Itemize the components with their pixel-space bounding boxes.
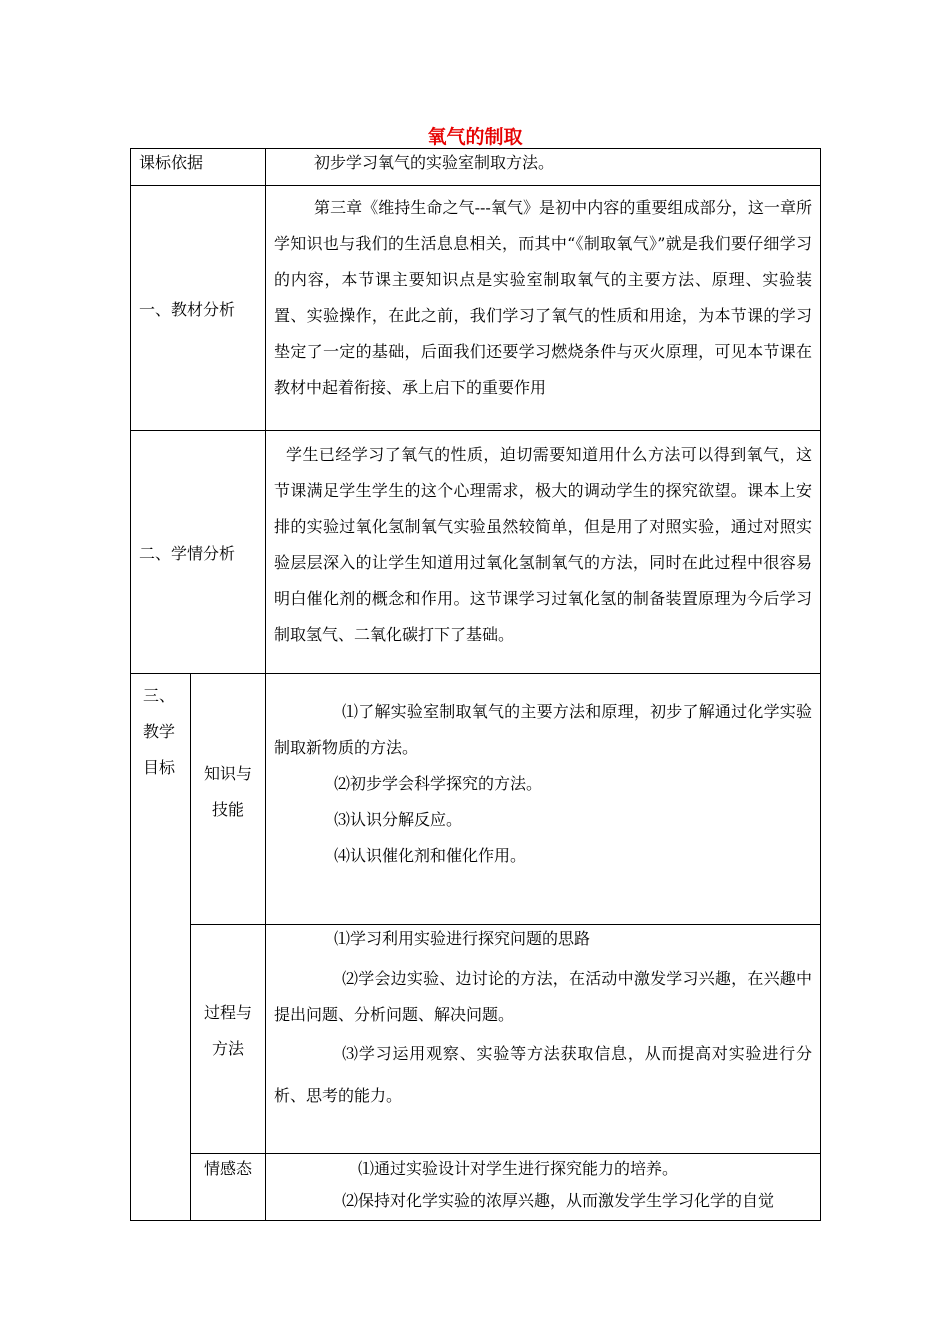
textbook-label-cell [131,186,266,431]
attitude-label-cell [191,1154,266,1221]
process-label-line2: 方法 [212,1039,245,1058]
process-item-2: ⑵学会边实验、边讨论的方法，在活动中激发学习兴趣，在兴趣中提出问题、分析问题、解决问题。 [274,969,813,1024]
goals-label-line1: 三、 [143,686,176,705]
table-row-basis [131,149,821,186]
table-row-textbook [131,186,821,431]
goals-label-line3: 目标 [143,758,176,777]
textbook-text: 第三章《维持生命之气---氧气》是初中内容的重要组成部分，这一章所学知识也与我们的生活息息相关，而其中“《制取氧气》”就是我们要仔细学习的内容，本节课主要知识点是实验室制取氧气的主要方法、原理、实验装置、实验操作，在此之前，我们学习了氧气的性质和用途，为本节课的学习垫定了一定的基础，后面我们还要学习燃烧条件与灭火原理，可见本节课在教材中起着衔接、承上启下的重要作用 [274,198,813,397]
knowledge-label-line1: 知识与 [204,764,253,783]
table-row-knowledge [131,674,821,925]
knowledge-item-3: ⑶认识分解反应。 [334,810,463,829]
table-row-process [131,925,821,1154]
knowledge-item-2: ⑵初步学会科学探究的方法。 [334,774,543,793]
knowledge-item-1: ⑴了解实验室制取氧气的主要方法和原理，初步了解通过化学实验制取新物质的方法。 [274,702,813,757]
knowledge-content-cell [266,674,821,925]
process-label-cell [191,925,266,1154]
textbook-content-cell [266,186,821,431]
students-text: 学生已经学习了氧气的性质，迫切需要知道用什么方法可以得到氧气，这节课满足学生学生的这个心理需求，极大的调动学生的探究欲望。课本上安排的实验过氧化氢制氧气实验虽然较简单，但是用了对照实验，通过对照实验层层深入的让学生知道用过氧化氢制氧气的方法，同时在此过程中很容易明白催化剂的概念和作用。这节课学习过氧化氢的制备装置原理为今后学习制取氢气、二氧化碳打下了基础。 [274,445,813,644]
students-label: 二、学情分析 [139,543,236,563]
process-content-cell [266,925,821,1154]
goals-label-cell [131,674,191,1221]
attitude-item-1: ⑴通过实验设计对学生进行探究能力的培养。 [358,1159,679,1178]
attitude-item-2: ⑵保持对化学实验的浓厚兴趣，从而激发学生学习化学的自觉 [342,1191,775,1210]
knowledge-item-4: ⑷认识催化剂和催化作用。 [334,846,527,865]
table-row-attitude [131,1154,821,1221]
basis-label: 课标依据 [139,153,204,172]
goals-label-line2: 教学 [143,722,176,741]
students-label-cell [131,431,266,674]
document-title: 氧气的制取 [427,126,523,148]
knowledge-label-cell [191,674,266,925]
textbook-label: 一、教材分析 [139,299,236,319]
basis-text: 初步学习氧气的实验室制取方法。 [314,153,555,172]
table-row-students [131,431,821,674]
lesson-plan-table [130,148,821,1221]
basis-label-cell [131,149,266,186]
students-content-cell [266,431,821,674]
basis-content-cell [266,149,821,186]
process-label-line1: 过程与 [204,1003,253,1022]
knowledge-label-line2: 技能 [212,800,245,819]
attitude-label: 情感态 [204,1159,253,1178]
attitude-content-cell [266,1154,821,1221]
process-item-1: ⑴学习利用实验进行探究问题的思路 [334,929,591,948]
process-item-3: ⑶学习运用观察、实验等方法获取信息，从而提高对实验进行分析、思考的能力。 [274,1044,813,1105]
